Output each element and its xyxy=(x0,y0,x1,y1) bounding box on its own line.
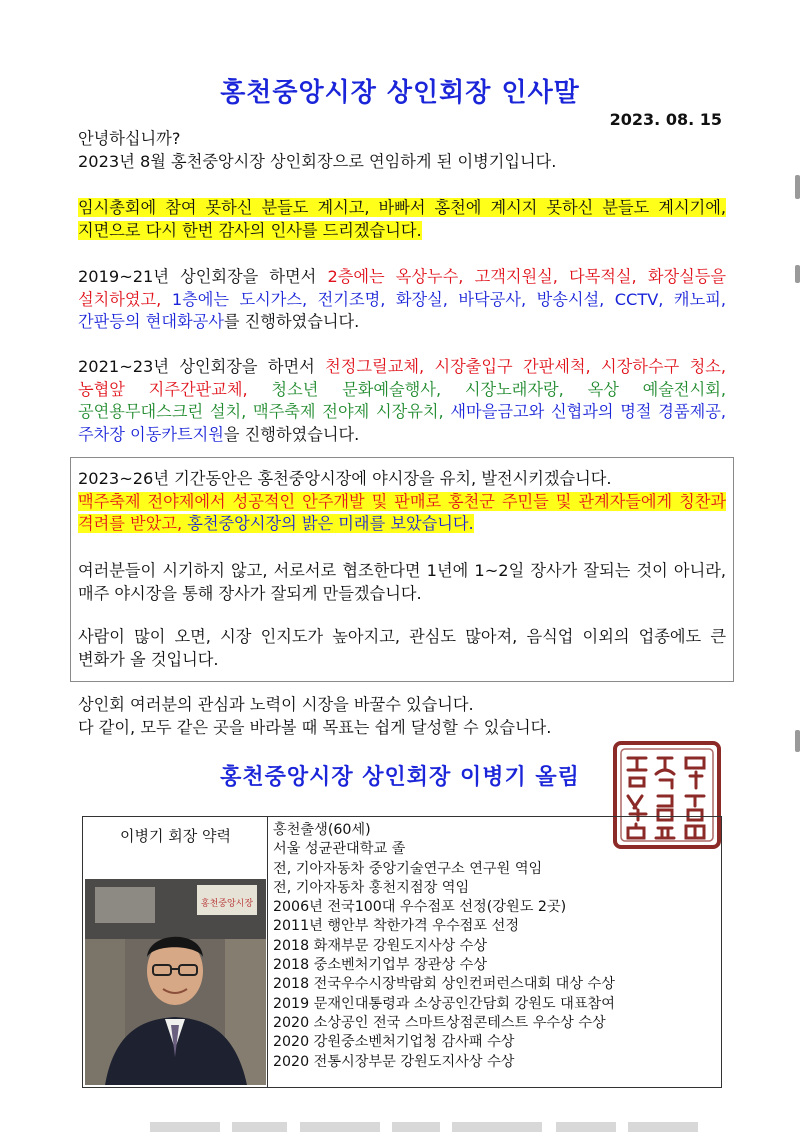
next-page-ghost-text xyxy=(0,1118,800,1132)
page-edge-mark xyxy=(795,730,800,752)
plan-paragraph-3: 여러분들이 시기하지 않고, 서로서로 협조한다면 1년에 1~2일 장사가 잘되는 것이 아니라, 매주 야시장을 통해 장사가 잘되게 만들겠습니다. xyxy=(78,561,726,603)
term2-blue-text: 새마을금고와 신협과의 명절 경품제공, 주차장 이동카트지원 xyxy=(78,402,726,444)
career-item: 2018 전국우수시장박람회 상인컨퍼런스대회 대상 수상 xyxy=(273,976,615,993)
term1-blue-text: 1층에는 도시가스, 전기조명, 화장실, 바닥공사, 방송시설, CCTV, 캐노피, 간판등의 현대화공사 xyxy=(78,289,726,331)
closing-line-2: 다 같이, 모두 같은 곳을 바라볼 때 목표는 쉽게 달성할 수 있습니다. xyxy=(78,717,552,737)
signature-line: 홍천중앙시장 상인회장 이병기 올림 xyxy=(220,765,580,790)
greeting-line: 안녕하십니까? xyxy=(78,129,181,148)
term2-red-text: 천정그릴교체, 시장출입구 간판세척, 시장하수구 청소, 농협앞 지주간판교체, xyxy=(78,357,726,399)
term2-green-text: 청소년 문화예술행사, 시장노래자랑, 옥상 예술전시회, 공연용무대스크린 설치, 맥주축제 전야제 시장유치, xyxy=(78,379,726,421)
career-item: 전, 기아자동차 홍천지점장 역임 xyxy=(273,879,470,896)
plan-blue-highlight: 홍천중앙시장의 밝은 미래를 보았습니다. xyxy=(182,514,474,533)
career-item: 서울 성균관대학교 졸 xyxy=(273,841,406,858)
plan-paragraph-1 xyxy=(78,468,726,536)
plan-lead: 2023~26년 기간동안은 홍천중앙시장에 야시장을 유치, 발전시키겠습니다. xyxy=(78,469,612,488)
thanks-highlight: 임시총회에 참여 못하신 분들도 계시고, 바빠서 홍천에 계시지 못하신 분들도 계시기에, 지면으로 다시 한번 감사의 인사를 드리겠습니다. xyxy=(78,198,726,240)
term2-lead: 2021~23년 상인회장을 하면서 xyxy=(78,357,326,376)
term1-tail: 를 진행하였습니다. xyxy=(223,312,360,331)
plan-red-highlight: 맥주축제 전야제에서 성공적인 안주개발 및 판매로 홍천군 주민들 및 관계자들에게 칭찬과 격려를 받았고, xyxy=(78,491,726,533)
closing-paragraph xyxy=(78,694,726,739)
term2-paragraph xyxy=(78,356,726,446)
introduction-line: 2023년 8월 홍천중앙시장 상인회장으로 연임하게 된 이병기입니다. xyxy=(78,151,557,171)
career-item: 2018 화재부문 강원도지사상 수상 xyxy=(273,937,488,954)
career-item: 2006년 전국100대 우수점포 선정(강원도 2곳) xyxy=(273,899,567,916)
career-item: 2011년 행안부 착한가격 우수점포 선정 xyxy=(273,918,520,935)
career-item: 2018 중소벤처기업부 장관상 수상 xyxy=(273,957,488,974)
page-edge-mark xyxy=(795,265,800,283)
plan-paragraph-4: 사람이 많이 오면, 시장 인지도가 높아지고, 관심도 많아져, 음식업 이외의 업종에도 큰 변화가 올 것입니다. xyxy=(78,627,726,669)
career-item: 2020 소상공인 전국 스마트상점콘테스트 우수상 수상 xyxy=(273,1014,606,1031)
chairman-portrait-photo xyxy=(85,879,266,1085)
profile-photo-cell xyxy=(83,817,268,1087)
profile-table xyxy=(82,816,722,1088)
career-item: 홍천출생(60세) xyxy=(273,822,371,838)
page-edge-mark xyxy=(795,175,800,199)
photo-store-sign: 홍천중앙시장 xyxy=(200,899,254,909)
term1-paragraph xyxy=(78,266,726,334)
page-title: 홍천중앙시장 상인회장 인사말 xyxy=(220,78,580,108)
profile-label: 이병기 회장 약력 xyxy=(120,827,231,845)
document-date: 2023. 08. 15 xyxy=(609,110,722,129)
intro-paragraph xyxy=(78,128,726,173)
career-item: 2019 문재인대통령과 소상공인간담회 강원도 대표참여 xyxy=(273,995,615,1012)
career-list xyxy=(273,821,718,1072)
career-item: 2020 전통시장부문 강원도지사상 수상 xyxy=(273,1053,515,1070)
career-item: 전, 기아자동차 중앙기술연구소 연구원 역임 xyxy=(273,860,543,877)
term2-tail: 을 진행하였습니다. xyxy=(223,424,360,444)
career-item: 2020 강원중소벤처기업청 감사패 수상 xyxy=(273,1034,515,1051)
thanks-paragraph xyxy=(78,197,726,242)
closing-line-1: 상인회 여러분의 관심과 노력이 시장을 바꿀수 있습니다. xyxy=(78,695,474,714)
term1-lead: 2019~21년 상인회장을 하면서 xyxy=(78,267,328,286)
term1-red-text: 2층에는 옥상누수, 고객지원실, 다목적실, 화장실등을 설치하였고, xyxy=(78,267,726,309)
